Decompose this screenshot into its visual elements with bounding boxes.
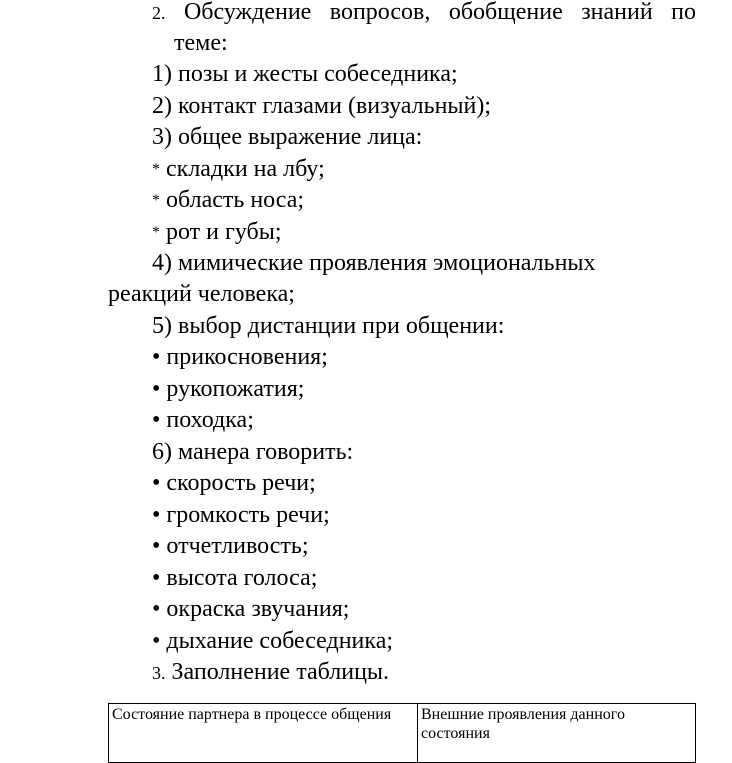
star-marker: *	[152, 224, 160, 241]
list-item-2: 2) контакт глазами (визуальный);	[152, 93, 492, 119]
section-3-title: Заполнение таблицы.	[171, 659, 390, 685]
list-item-6: 6) манера говорить:	[152, 439, 354, 465]
bullet-breathing: • дыхание собеседника;	[152, 628, 394, 654]
section-3-heading	[152, 657, 389, 689]
bullet-speech-rate: • скорость речи;	[152, 470, 316, 496]
section-3-number: 3.	[152, 663, 166, 683]
list-item-4-line2: реакций человека;	[108, 281, 295, 307]
bullet-handshake: • рукопожатия;	[152, 376, 305, 402]
section-2-title-line1: Обсуждение вопросов, обобщение знаний по	[183, 0, 697, 25]
sub-item-forehead: * складки на лбу;	[152, 156, 325, 182]
bullet-clarity: • отчетливость;	[152, 533, 309, 559]
star-marker: *	[152, 161, 160, 178]
sub-item-nose: * область носа;	[152, 187, 305, 213]
list-item-4-line1: 4) мимические проявления эмоциональных	[152, 250, 596, 276]
table-header-state: Состояние партнера в процессе общения	[109, 704, 418, 762]
bullet-loudness: • громкость речи;	[152, 502, 330, 528]
list-item-5: 5) выбор дистанции при общении:	[152, 313, 505, 339]
table	[108, 703, 696, 763]
sub-item-mouth: * рот и губы;	[152, 219, 282, 245]
bullet-gait: • походка;	[152, 407, 254, 433]
table-header-manifestations: Внешние проявления данного состояния	[421, 706, 625, 742]
star-marker: *	[152, 192, 160, 209]
section-2-title-line2: теме:	[174, 30, 228, 56]
bullet-timbre: • окраска звучания;	[152, 596, 350, 622]
section-2-number: 2.	[152, 3, 166, 23]
section-2-heading	[152, 0, 696, 29]
bullet-touch: • прикосновения;	[152, 344, 328, 370]
list-item-3: 3) общее выражение лица:	[152, 124, 423, 150]
list-item-1: 1) позы и жесты собеседника;	[152, 61, 458, 87]
bullet-pitch: • высота голоса;	[152, 565, 318, 591]
